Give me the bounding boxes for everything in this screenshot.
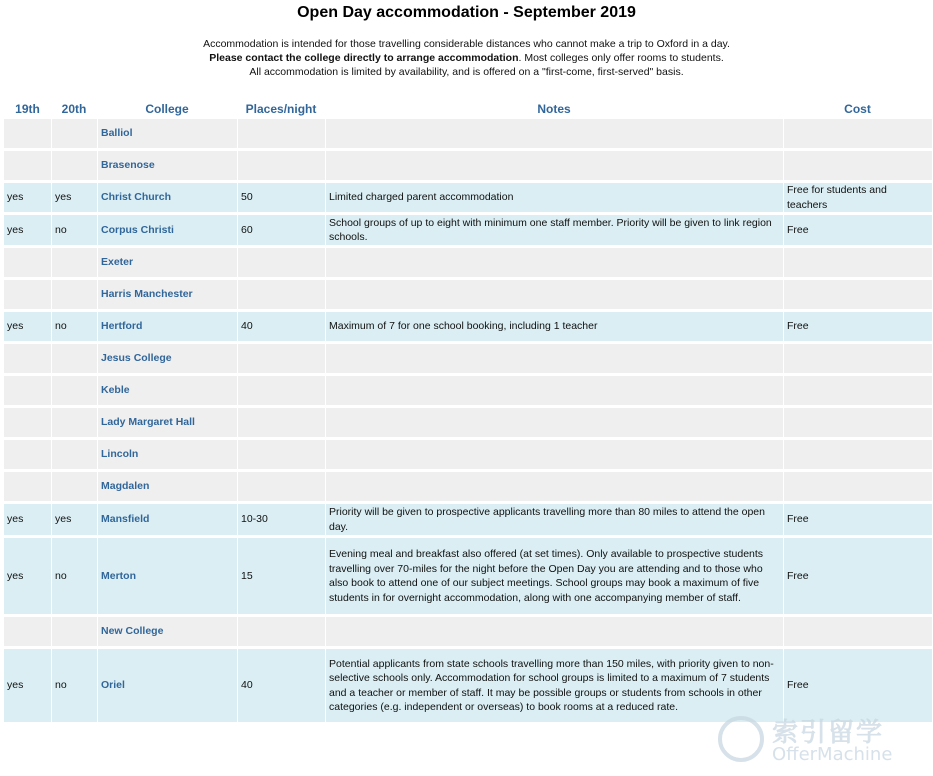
cell-notes [325, 344, 783, 373]
intro-line-3: All accommodation is limited by availability, and is offered on a "first-come, first-served" basis. [249, 66, 684, 78]
cell-places: 40 [237, 312, 325, 341]
cell-college: Hertford [97, 312, 237, 341]
intro-line-1: Accommodation is intended for those travelling considerable distances who cannot make a trip to Oxford in a day. [203, 38, 730, 50]
cell-20th [51, 408, 97, 437]
cell-cost [783, 617, 932, 646]
cell-19th [4, 376, 51, 405]
cell-college: Merton [97, 538, 237, 614]
cell-notes [325, 408, 783, 437]
cell-college: Oriel [97, 649, 237, 722]
table-row [4, 376, 932, 405]
cell-20th [51, 119, 97, 148]
table-row [4, 504, 932, 535]
cell-notes [325, 472, 783, 501]
cell-20th [51, 376, 97, 405]
cell-20th [51, 617, 97, 646]
table-row [4, 248, 932, 277]
cell-20th: yes [51, 504, 97, 535]
header-notes: Notes [537, 102, 571, 116]
table-row [4, 344, 932, 373]
table-row [4, 151, 932, 180]
cell-places: 15 [237, 538, 325, 614]
cell-notes: Maximum of 7 for one school booking, including 1 teacher [325, 312, 783, 341]
cell-notes [325, 376, 783, 405]
cell-places [237, 408, 325, 437]
table-row [4, 119, 932, 148]
cell-20th: yes [51, 183, 97, 212]
cell-19th: yes [4, 538, 51, 614]
cell-notes [325, 280, 783, 309]
cell-20th: no [51, 538, 97, 614]
cell-college: Balliol [97, 119, 237, 148]
cell-20th [51, 280, 97, 309]
cell-places [237, 280, 325, 309]
cell-20th [51, 248, 97, 277]
cell-19th [4, 440, 51, 469]
header-cost: Cost [844, 102, 871, 116]
header-college: College [145, 102, 189, 116]
cell-places: 50 [237, 183, 325, 212]
cell-cost [783, 151, 932, 180]
table-row [4, 649, 932, 722]
cell-cost [783, 280, 932, 309]
cell-notes [325, 119, 783, 148]
cell-19th [4, 280, 51, 309]
cell-notes: Limited charged parent accommodation [325, 183, 783, 212]
cell-places [237, 376, 325, 405]
cell-college: Jesus College [97, 344, 237, 373]
cell-notes: Potential applicants from state schools travelling more than 150 miles, with priority given to non-selective schools only. Accommodation for school groups is limited to a maximum of 7 students and a teacher or member of staff. It may be possible groups or students from schools in other categories (e.g. independent or overseas) to book rooms at a reduced rate. [325, 649, 783, 722]
cell-college: Magdalen [97, 472, 237, 501]
cell-cost [783, 376, 932, 405]
cell-19th: yes [4, 312, 51, 341]
cell-college: Brasenose [97, 151, 237, 180]
intro-line-2 [0, 51, 933, 65]
cell-cost [783, 472, 932, 501]
cell-places [237, 440, 325, 469]
table-row [4, 280, 932, 309]
cell-cost [783, 408, 932, 437]
cell-20th: no [51, 312, 97, 341]
cell-20th [51, 344, 97, 373]
cell-notes: School groups of up to eight with minimum one staff member. Priority will be given to link region schools. [325, 215, 783, 245]
cell-college: Harris Manchester [97, 280, 237, 309]
cell-19th: yes [4, 504, 51, 535]
header-places: Places/night [245, 102, 317, 116]
watermark-cn: 索引留学 [772, 718, 885, 748]
cell-cost [783, 440, 932, 469]
cell-19th: yes [4, 215, 51, 245]
cell-notes [325, 248, 783, 277]
cell-20th [51, 440, 97, 469]
cell-19th: yes [4, 649, 51, 722]
header-20th: 20th [61, 102, 87, 116]
cell-places: 60 [237, 215, 325, 245]
cell-notes [325, 617, 783, 646]
cell-places [237, 344, 325, 373]
cell-19th: yes [4, 183, 51, 212]
cell-19th [4, 408, 51, 437]
cell-cost: Free [783, 538, 932, 614]
cell-cost [783, 248, 932, 277]
table-row [4, 617, 932, 646]
cell-college: Mansfield [97, 504, 237, 535]
cell-places [237, 248, 325, 277]
cell-places [237, 617, 325, 646]
table-header-row [4, 98, 932, 116]
table-row [4, 408, 932, 437]
cell-places: 10-30 [237, 504, 325, 535]
table-row [4, 538, 932, 614]
cell-20th: no [51, 215, 97, 245]
table-row [4, 312, 932, 341]
cell-19th [4, 119, 51, 148]
cell-19th [4, 617, 51, 646]
table-row [4, 183, 932, 212]
cell-20th: no [51, 649, 97, 722]
cell-cost: Free for students and teachers [783, 183, 932, 212]
cell-19th [4, 472, 51, 501]
page-title: Open Day accommodation - September 2019 [297, 4, 636, 21]
cell-college: Lady Margaret Hall [97, 408, 237, 437]
cell-cost: Free [783, 312, 932, 341]
table-row [4, 472, 932, 501]
table-row [4, 215, 932, 245]
intro-contact-bold: Please contact the college directly to arrange accommodation [209, 52, 519, 64]
table-body [4, 119, 932, 722]
cell-notes: Evening meal and breakfast also offered (at set times). Only available to prospective students travelling over 70-miles for the night before the Open Day you are attending and to those who also book to attend one of our subject meetings. School groups may book a maximum of five students in for overnight accommodation, along with one accompanying member of staff. [325, 538, 783, 614]
cell-cost [783, 119, 932, 148]
watermark-en: OfferMachine [772, 744, 893, 765]
cell-college: New College [97, 617, 237, 646]
cell-college: Keble [97, 376, 237, 405]
header-19th: 19th [15, 102, 40, 116]
cell-places [237, 472, 325, 501]
cell-cost: Free [783, 504, 932, 535]
cell-places [237, 151, 325, 180]
cell-20th [51, 472, 97, 501]
cell-notes [325, 151, 783, 180]
intro-contact-rest: . Most colleges only offer rooms to students. [518, 52, 724, 64]
cell-notes: Priority will be given to prospective applicants travelling more than 80 miles to attend the open day. [325, 504, 783, 535]
cell-notes [325, 440, 783, 469]
cell-20th [51, 151, 97, 180]
cell-19th [4, 151, 51, 180]
cell-places: 40 [237, 649, 325, 722]
cell-places [237, 119, 325, 148]
cell-cost [783, 344, 932, 373]
cell-19th [4, 248, 51, 277]
cell-19th [4, 344, 51, 373]
accommodation-table [4, 95, 932, 725]
table-row [4, 440, 932, 469]
intro-text [0, 37, 933, 79]
cell-college: Christ Church [97, 183, 237, 212]
cell-college: Corpus Christi [97, 215, 237, 245]
cell-cost: Free [783, 649, 932, 722]
cell-college: Exeter [97, 248, 237, 277]
cell-college: Lincoln [97, 440, 237, 469]
cell-cost: Free [783, 215, 932, 245]
